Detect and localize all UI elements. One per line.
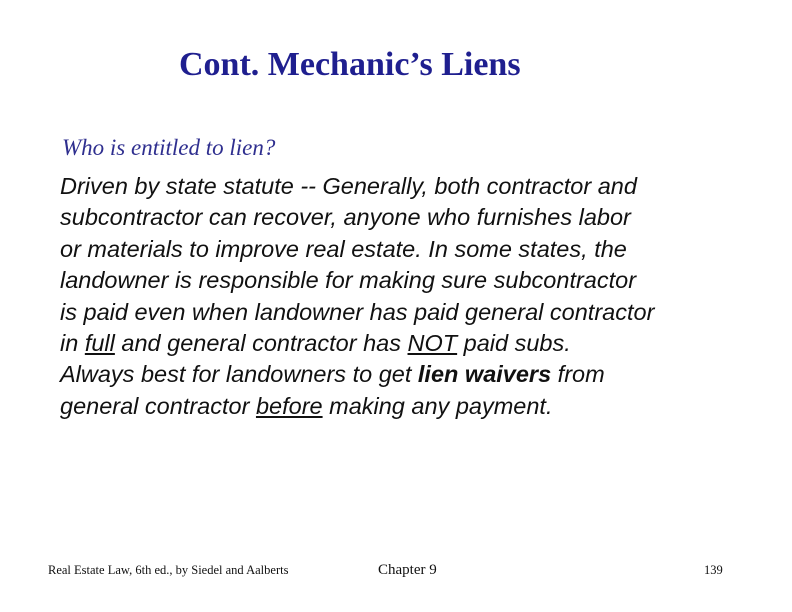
body-line: landowner is responsible for making sure subcontractor <box>60 267 637 294</box>
body-line: subcontractor can recover, anyone who furnishes labor <box>60 204 631 231</box>
body-text-fragment: making any payment. <box>322 392 553 419</box>
body-text-fragment: paid subs. <box>457 330 571 357</box>
underlined-word-not: NOT <box>407 330 458 357</box>
underlined-word-before: before <box>255 392 323 419</box>
body-line: is paid even when landowner has paid general contractor <box>60 298 655 325</box>
body-text-fragment: from <box>551 361 605 388</box>
bold-term-lien-waivers: lien waivers <box>417 361 552 388</box>
body-text-fragment: in <box>60 330 85 357</box>
footer-source: Real Estate Law, 6th ed., by Siedel and Aalberts <box>48 563 289 577</box>
body-paragraph <box>60 171 760 422</box>
body-text-fragment: Always best for landowners to get <box>60 361 418 388</box>
slide-title: Cont. Mechanic’s Liens <box>179 46 521 83</box>
body-line: Driven by state statute -- Generally, both contractor and <box>60 173 637 199</box>
underlined-word-full: full <box>84 330 115 357</box>
body-line <box>60 328 760 359</box>
body-text-fragment: general contractor <box>60 392 256 419</box>
body-line: or materials to improve real estate. In some states, the <box>60 235 627 262</box>
footer-chapter: Chapter 9 <box>378 562 437 578</box>
body-line <box>60 391 760 422</box>
footer-page-number: 139 <box>704 563 723 577</box>
body-line <box>60 359 760 390</box>
question-heading: Who is entitled to lien? <box>62 135 276 160</box>
body-text-fragment: and general contractor has <box>114 330 408 357</box>
